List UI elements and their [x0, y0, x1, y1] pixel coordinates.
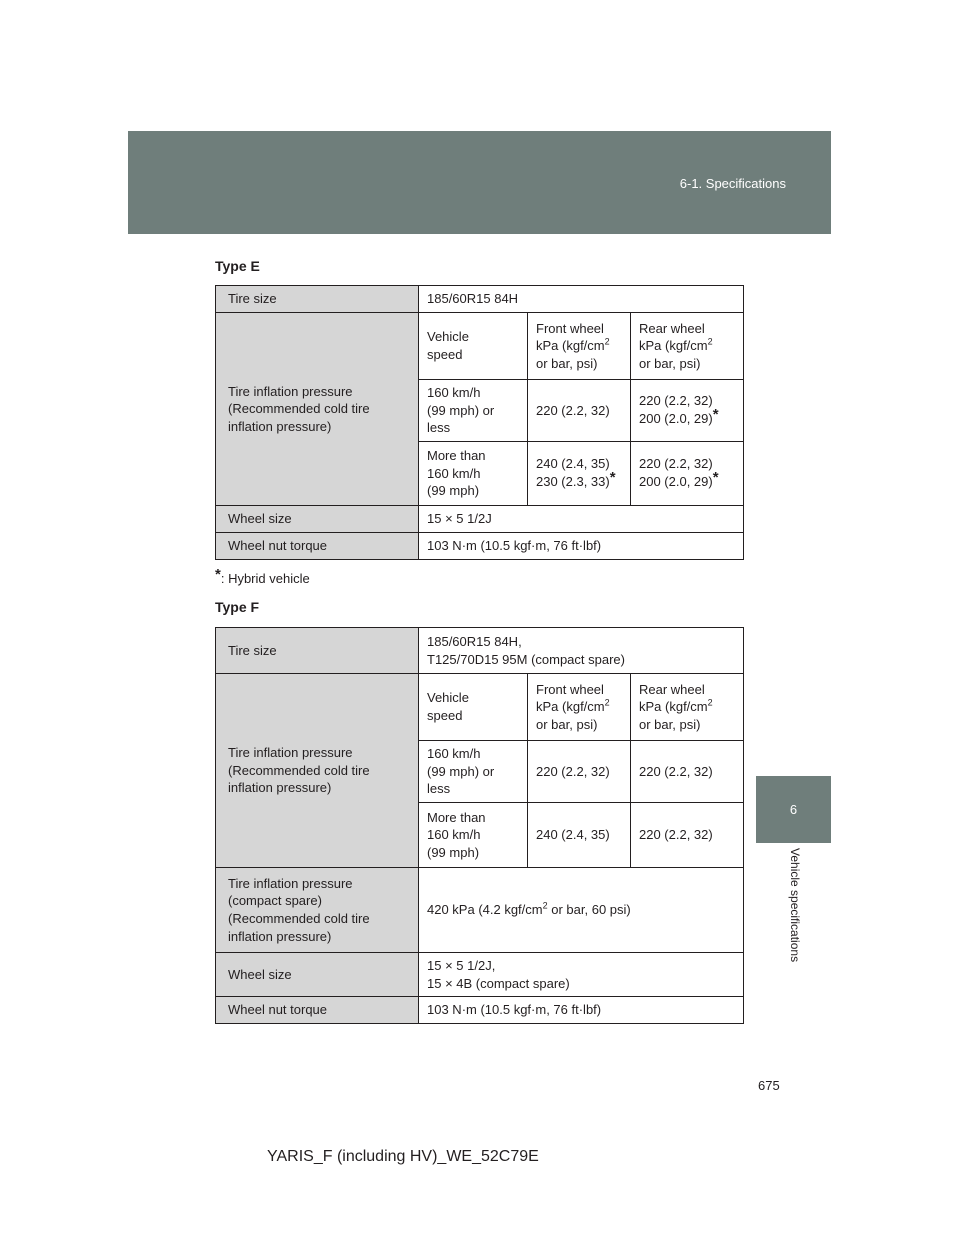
rear-pressure-cell: 220 (2.2, 32)	[631, 803, 744, 868]
front-pressure-cell: 220 (2.2, 32)	[528, 741, 631, 803]
page-number: 675	[758, 1078, 780, 1093]
table-row	[216, 674, 744, 741]
torque-value: 103 N·m (10.5 kgf·m, 76 ft·lbf)	[419, 997, 744, 1024]
front-pressure-cell: 240 (2.4, 35)	[528, 803, 631, 868]
col-front-wheel: Front wheel kPa ($kgf/cm^2$ or bar, psi)	[528, 674, 631, 741]
type-e-title: Type E	[215, 258, 260, 274]
chapter-label: Vehicle specifications	[788, 848, 802, 963]
tire-size-value: 185/60R15 84H, T125/70D15 95M (compact spare)	[419, 628, 744, 674]
spare-inflation-value: 420 kPa (4.2 kgf/$cm^2$ or bar, 60 psi)	[419, 868, 744, 953]
wheel-size-value: 15 × 5 1/2J, 15 × 4B (compact spare)	[419, 953, 744, 997]
torque-value: 103 N·m (10.5 kgf·m, 76 ft·lbf)	[419, 533, 744, 560]
rear-pressure-cell: 220 (2.2, 32) 200 (2.0, 29)*	[631, 380, 744, 442]
spare-inflation-label: Tire inflation pressure (compact spare) (Recommended cold tire inflation pressure)	[216, 868, 419, 953]
speed-cell: More than 160 km/h (99 mph)	[419, 442, 528, 506]
torque-label: Wheel nut torque	[216, 997, 419, 1024]
type-e-table	[215, 285, 744, 560]
type-f-title: Type F	[215, 599, 260, 615]
footnote-marker: *	[215, 566, 221, 583]
tire-size-label: Tire size	[216, 286, 419, 313]
rear-pressure-cell: 220 (2.2, 32) 200 (2.0, 29)*	[631, 442, 744, 506]
table-row	[216, 953, 744, 997]
col-rear-wheel: Rear wheel kPa ($kgf/cm^2$ or bar, psi)	[631, 674, 744, 741]
table-row	[216, 628, 744, 674]
speed-cell: 160 km/h (99 mph) or less	[419, 380, 528, 442]
rear-pressure-cell: 220 (2.2, 32)	[631, 741, 744, 803]
speed-cell: 160 km/h (99 mph) or less	[419, 741, 528, 803]
wheel-size-label: Wheel size	[216, 506, 419, 533]
type-f-table	[215, 627, 744, 1024]
chapter-tab	[756, 776, 831, 843]
tire-size-label: Tire size	[216, 628, 419, 674]
chapter-number: 6	[789, 802, 798, 817]
inflation-label: Tire inflation pressure (Recommended cold tire inflation pressure)	[216, 674, 419, 868]
table-row	[216, 286, 744, 313]
front-pressure-cell: 240 (2.4, 35) 230 (2.3, 33)*	[528, 442, 631, 506]
col-vehicle-speed: Vehicle speed	[419, 313, 528, 380]
table-row	[216, 868, 744, 953]
asterisk: *	[609, 469, 616, 487]
table-row	[216, 533, 744, 560]
header-bar	[128, 131, 831, 234]
asterisk: *	[712, 469, 719, 487]
wheel-size-value: 15 × 5 1/2J	[419, 506, 744, 533]
tire-size-value: 185/60R15 84H	[419, 286, 744, 313]
speed-cell: More than 160 km/h (99 mph)	[419, 803, 528, 868]
section-heading: 6-1. Specifications	[679, 176, 786, 191]
footnote: *: Hybrid vehicle	[215, 566, 310, 586]
col-front-wheel: Front wheel kPa ($kgf/cm^2$ or bar, psi)	[528, 313, 631, 380]
wheel-size-label: Wheel size	[216, 953, 419, 997]
front-pressure-cell: 220 (2.2, 32)	[528, 380, 631, 442]
asterisk: *	[712, 406, 719, 424]
table-row	[216, 506, 744, 533]
document-footer: YARIS_F (including HV)_WE_52C79E	[267, 1148, 539, 1165]
table-row	[216, 997, 744, 1024]
col-rear-wheel: Rear wheel kPa ($kgf/cm^2$ or bar, psi)	[631, 313, 744, 380]
table-row	[216, 313, 744, 380]
inflation-label: Tire inflation pressure (Recommended cold tire inflation pressure)	[216, 313, 419, 506]
torque-label: Wheel nut torque	[216, 533, 419, 560]
col-vehicle-speed: Vehicle speed	[419, 674, 528, 741]
